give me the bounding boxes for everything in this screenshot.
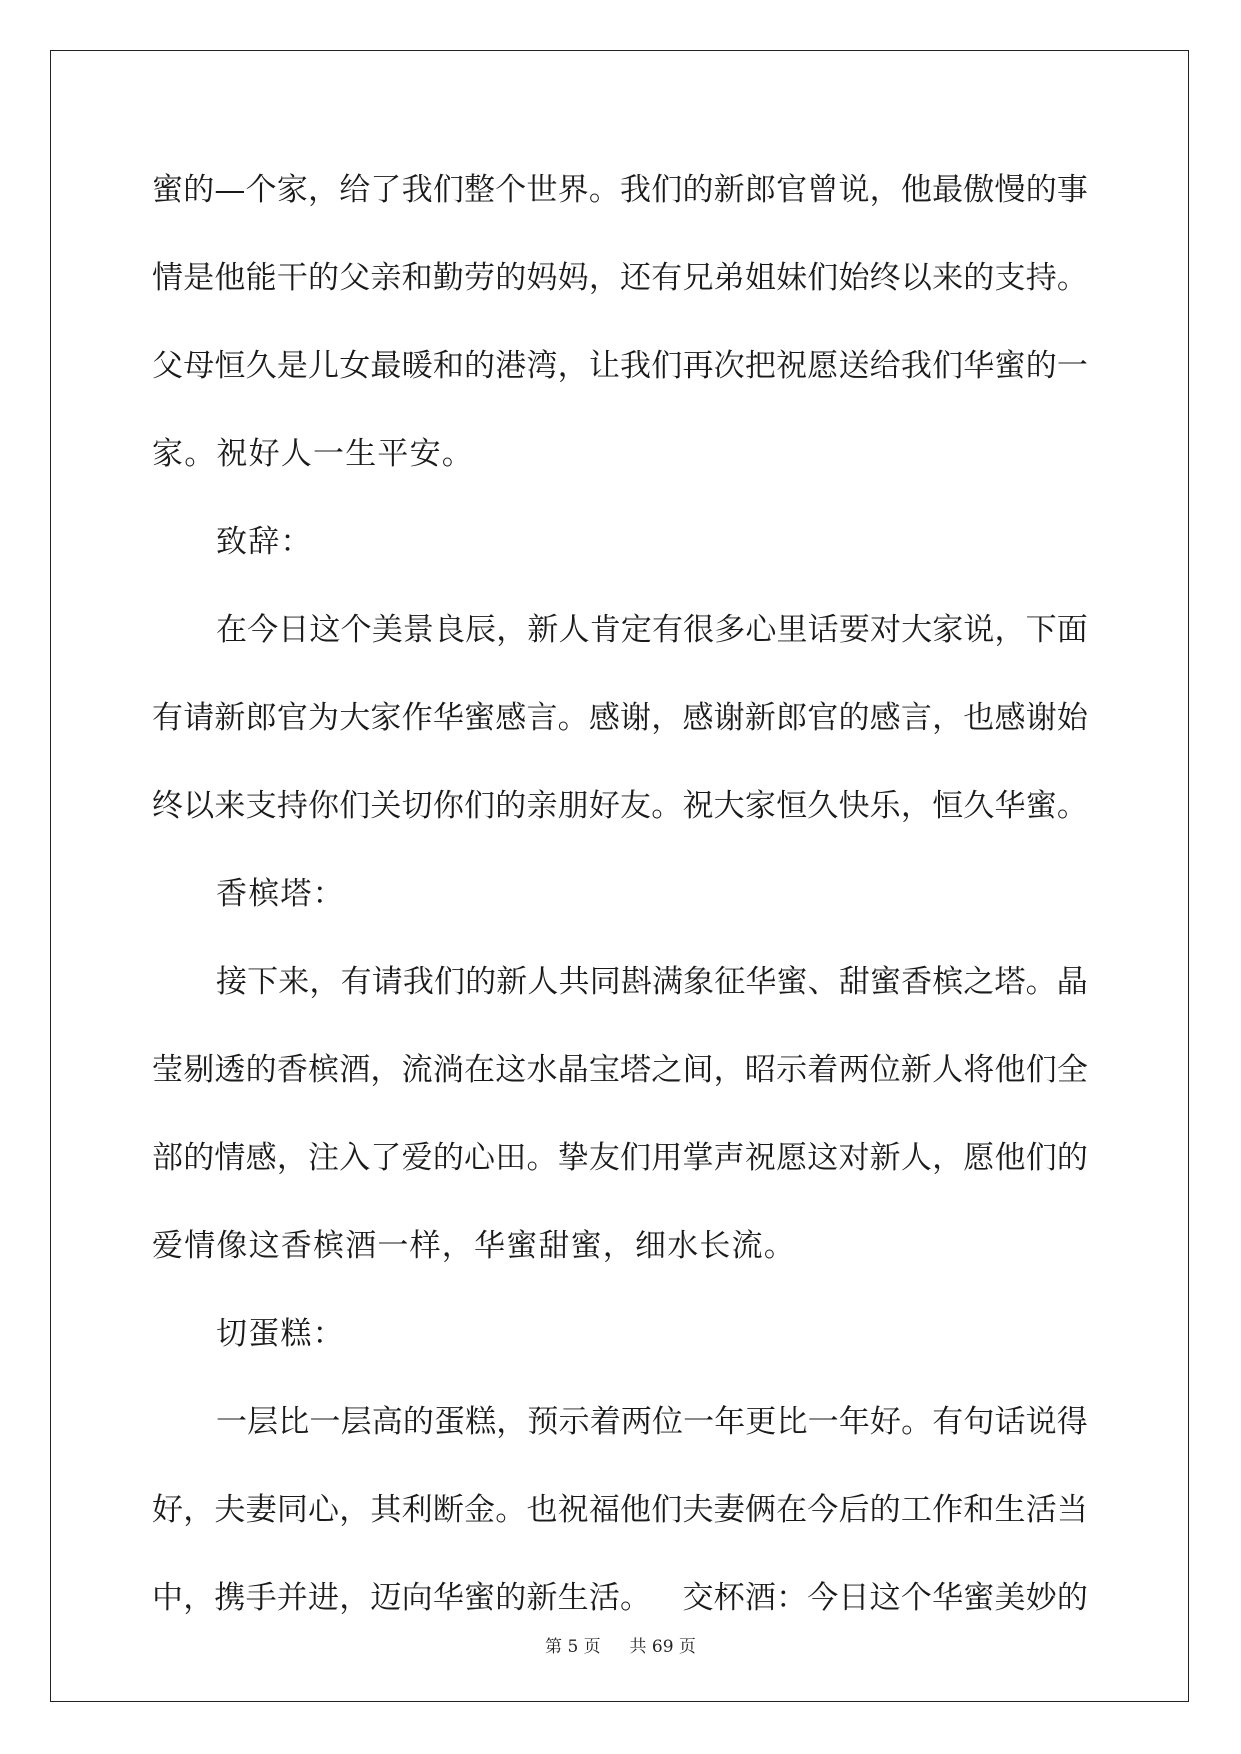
total-pages: 共 69 页 bbox=[629, 1637, 696, 1657]
body-line-13: 爱情像这香槟酒一样，华蜜甜蜜，细水长流。 bbox=[152, 1228, 796, 1264]
body-line-17: 中 ， 携 手 并 进 ， 迈 向 华 蜜 的 新 生 活 。 交 杯 酒 ： 今 日 这 个 华 蜜 美 妙 的 bbox=[152, 1580, 1088, 1616]
body-line-7: 有 请 新 郎 官 为 大 家 作 华 蜜 感 言 。 感 谢 ， 感 谢 新 郎 官 的 感 言 ， 也 感 谢 始 bbox=[152, 700, 1088, 736]
body-line-3: 父 母 恒 久 是 儿 女 最 暖 和 的 港 湾 ， 让 我 们 再 次 把 祝 愿 送 给 我 们 华 蜜 的 一 bbox=[152, 348, 1088, 384]
body-line-2: 情 是 他 能 干 的 父 亲 和 勤 劳 的 妈 妈 ， 还 有 兄 弟 姐 妹 们 始 终 以 来 的 支 持 。 bbox=[152, 260, 1088, 296]
body-line-15: 一 层 比 一 层 高 的 蛋 糕 ， 预 示 着 两 位 一 年 更 比 一 年 好 。 有 句 话 说 得 bbox=[216, 1404, 1088, 1440]
body-line-1: 蜜 的 — 个 家 ， 给 了 我 们 整 个 世 界 。 我 们 的 新 郎 官 曾 说 ， 他 最 傲 慢 的 事 bbox=[152, 172, 1088, 208]
section-heading-champagne-tower: 香槟塔： bbox=[216, 876, 345, 912]
body-line-10: 接 下 来 ， 有 请 我 们 的 新 人 共 同 斟 满 象 征 华 蜜 、 甜 蜜 香 槟 之 塔 。 晶 bbox=[216, 964, 1088, 1000]
document-body bbox=[152, 164, 1088, 1660]
body-line-11: 莹 剔 透 的 香 槟 酒 ， 流 淌 在 这 水 晶 宝 塔 之 间 ， 昭 示 着 两 位 新 人 将 他 们 全 bbox=[152, 1052, 1088, 1088]
page-number: 第 5 页 bbox=[545, 1637, 601, 1657]
body-line-6: 在 今 日 这 个 美 景 良 辰 ， 新 人 肯 定 有 很 多 心 里 话 要 对 大 家 说 ， 下 面 bbox=[216, 612, 1088, 648]
page-footer bbox=[0, 1632, 1241, 1657]
body-line-16: 好 ， 夫 妻 同 心 ， 其 利 断 金 。 也 祝 福 他 们 夫 妻 俩 在 今 后 的 工 作 和 生 活 当 bbox=[152, 1492, 1088, 1528]
body-line-12: 部 的 情 感 ， 注 入 了 爱 的 心 田 。 挚 友 们 用 掌 声 祝 愿 这 对 新 人 ， 愿 他 们 的 bbox=[152, 1140, 1088, 1176]
body-line-4: 家。祝好人一生平安。 bbox=[152, 436, 474, 472]
section-heading-cake-cutting: 切蛋糕： bbox=[216, 1316, 345, 1352]
body-line-8: 终 以 来 支 持 你 们 关 切 你 们 的 亲 朋 好 友 。 祝 大 家 恒 久 快 乐 ， 恒 久 华 蜜 。 bbox=[152, 788, 1088, 824]
section-heading-speech: 致辞： bbox=[216, 524, 313, 560]
